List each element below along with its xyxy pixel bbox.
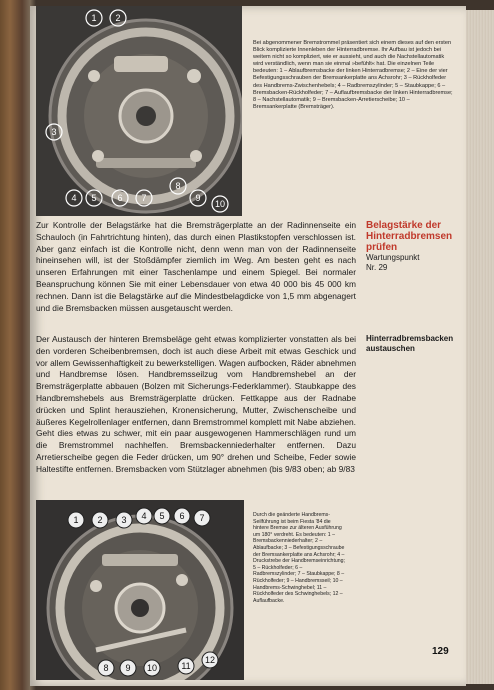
- svg-text:10: 10: [146, 663, 158, 673]
- svg-text:5: 5: [91, 193, 97, 203]
- callout-b12: [202, 652, 218, 668]
- svg-text:9: 9: [125, 663, 131, 673]
- callout-4: [66, 190, 82, 206]
- callout-b5: [154, 508, 170, 524]
- callout-b2: [92, 512, 108, 528]
- callout-6: [112, 190, 128, 206]
- callout-b1: [68, 512, 84, 528]
- svg-text:8: 8: [103, 663, 109, 673]
- svg-text:6: 6: [117, 193, 123, 203]
- callout-b6: [174, 508, 190, 524]
- photo-bottom-caption: Durch die geänderte Handbrems-Seilführung ist beim Fiesta '84 die hintere Bremse zur älteren Ausführung um 180° verdreht. Es bedeuten: 1 – Bremsbackenniederhalter; 2 – Ablaufbacke; 3 – Befestigungsschraube der Bremsankerplatte ans Achsrohr; 4 – Druckstrebe der Handbremseinrichtung; 5 – Rückholfeder; 6 – Radbremszylinder; 7 – Staubkappe; 8 – Rückholfeder; 9 – Handbremsseil; 10 – Handbrems-Schwinghebel; 11 – Rückholfeder des Schwinghebels; 12 – Auflaufbacke.: [253, 512, 345, 604]
- svg-text:5: 5: [159, 511, 165, 521]
- svg-text:10: 10: [214, 199, 226, 209]
- callout-3: [46, 124, 62, 140]
- photo-top-callouts: [36, 6, 242, 216]
- section-heading-shoe-replacement: Hinterradbremsbacken austauschen: [366, 334, 454, 353]
- svg-text:2: 2: [115, 13, 121, 23]
- callout-b11: [178, 658, 194, 674]
- callout-b8: [98, 660, 114, 676]
- svg-text:11: 11: [181, 661, 191, 671]
- callout-2: [110, 10, 126, 26]
- callout-b7: [194, 510, 210, 526]
- paragraph-lining-check: Zur Kontrolle der Belagstärke hat die Bremsträgerplatte an der Radinnenseite ein Schauloch (in Fahrtrichtung hinten), das durch einen Plastikstopfen verschlossen ist. Aber ganz einfach ist die Kontrolle nicht, denn wenn man von der Radinnenseite hineinsehen will, ist der Stoßdämpfer ziemlich im Weg. Am besten geht es nach unseren Erfahrungen mit einer Taschenlampe und einem Spiegel. Bei normaler Beanspruchung können Sie mit einer Lebensdauer von etwa 40 000 bis 45 000 km rechnen. Dann ist die Belagstärke auf die Mindestbelagdicke von 1,5 mm abgenagert und die Bremsbacken müssen ausgetauscht werden.: [36, 220, 356, 313]
- svg-text:6: 6: [179, 511, 185, 521]
- svg-text:9: 9: [195, 193, 201, 203]
- callout-b3: [116, 512, 132, 528]
- callout-9: [190, 190, 206, 206]
- svg-text:4: 4: [141, 511, 147, 521]
- callout-1: [86, 10, 102, 26]
- page-stack-edge: [466, 10, 494, 684]
- paragraph-shoe-replacement: Der Austausch der hinteren Bremsbeläge geht etwas komplizierter vonstatten als bei den vorderen Scheibenbremsen, doch ist auch diese Arbeit mit etwas Geschick und vor allem Gewissenhaftigkeit zu bewerkstelligen. Wagen aufbocken, Räder abnehmen und Handbremse lösen. Handbremsseilzug vom Handbremshebel an der Bremsträgerplatte abbauen (Bolzen mit Sicherungs-Federklammer). Staubkappe des Handbremshebels aus Bremsträgerplatte drücken. Fettkappe aus der Radnabe drücken und Splint herausziehen, Kronensicherung, Mutter, Zwischenscheibe und äußeres Kegelrollenlager entfernen, dann Bremstrommel komplett mit Nabe abziehen. Geht dies etwas zu schwer, mit ein paar ausgewogenen Hammerschlägen rund um die Bremstrommel nachhelfen. Bremsbackenniederhalter entfernen. Dazu Arretierscheibe gegen die Feder drücken, um 90° drehen und Scheibe, Feder sowie Haltestifte entfernen. Bremsbacken vom Stützlager abnehmen (bis 9/83 oben; ab 9/83: [36, 334, 356, 474]
- svg-text:4: 4: [71, 193, 77, 203]
- svg-text:7: 7: [199, 513, 205, 523]
- svg-text:1: 1: [91, 13, 97, 23]
- callout-b10: [144, 660, 160, 676]
- callout-8: [170, 178, 186, 194]
- maintenance-point-label: Wartungspunkt Nr. 29: [366, 253, 420, 272]
- callout-b9: [120, 660, 136, 676]
- svg-text:7: 7: [141, 193, 147, 203]
- brake-photo-bottom: [36, 500, 244, 680]
- photo-top-caption: Bei abgenommener Bremstrommel präsentiert sich einem dieses auf den ersten Blick komplizierte Innenleben der Hinterradbremse. Ihr Aufbau ist jedoch bei weitem nicht so kompliziert, wie er aussieht, und auch die Nachstellautomatik wird verständlich, wenn man sie einmal »befühlt« hat. Die einzelnen Teile bedeuten: 1 – Ablaufbremsbacke der linken Hinterradbremse; 2 – Eine der vier Befestigungsschrauben der Bremsankerplatte ans Achsrohr; 3 – Rückholfeder des Handbrems-Zwischenhebels; 4 – Radbremszylinder; 5 – Staubkappe; 6 – Bremsbacken-Rückholfeder; 7 – Auflaufbremsbacke der linken Hinterradbremse; 8 – Nachstellautomatik; 9 – Bremsbacken-Arretierscheibe; 10 – Bremsankerplatte (Bremsträger).: [253, 40, 453, 110]
- section-heading-lining-check: Belagstärke der Hinterradbremsen prüfen: [366, 220, 453, 253]
- photo-bottom-callouts: [36, 500, 244, 680]
- callout-5: [86, 190, 102, 206]
- callout-b4: [136, 508, 152, 524]
- callout-10: [212, 196, 228, 212]
- svg-text:8: 8: [175, 181, 181, 191]
- svg-text:2: 2: [97, 515, 103, 525]
- callout-7: [136, 190, 152, 206]
- brake-photo-top: [36, 6, 242, 216]
- svg-text:12: 12: [204, 655, 216, 665]
- svg-text:3: 3: [121, 515, 127, 525]
- svg-text:1: 1: [73, 515, 79, 525]
- svg-text:3: 3: [51, 127, 57, 137]
- page-number: 129: [432, 646, 449, 657]
